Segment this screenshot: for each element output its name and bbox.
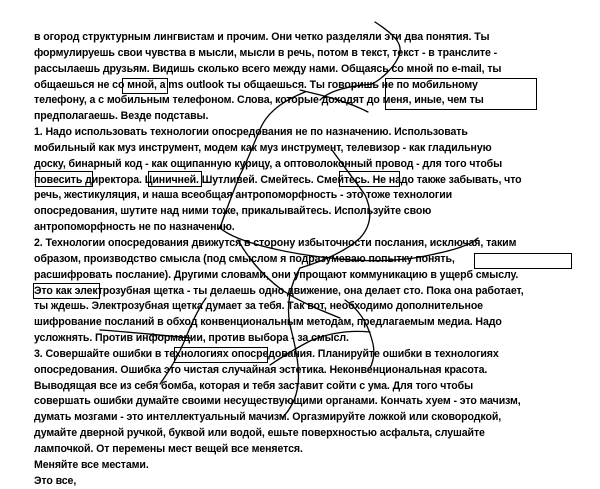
highlight-box [385,78,537,110]
text-line: 1. Надо использовать технологии опосредования не по назначению. Использовать [34,126,468,139]
text-line: предполагаешь. Везде подставы. [34,110,209,123]
text-line: формулируешь свои чувства в мысли, мысли в речь, потом в текст, текст - в транслите - [34,46,498,59]
text-line: Выводящая все из себя бомба, которая и тебя заставит сойти с ума. Для того чтобы [34,379,474,392]
text-line: телефону, а с мобильным телефоном. Слова, которые доходят до меня, иные, чем ты [34,94,484,107]
highlight-box [33,283,100,299]
highlight-box [122,78,168,94]
text-line: думайте дверной ручкой, буквой или водой, ешьте поверхностью асфальта, слушайте [34,427,485,440]
text-line: общаешься не со мной, а ms outlook ты общаешься. Ты говоришь не по мобильному [34,78,478,91]
text-line: образом, производство смысла (под смыслом я подразумеваю попытку понять, [34,252,455,265]
highlight-box [174,347,268,363]
text-line: опосредования. Ошибка это чистая случайная эстетика. Неконвенциональная красота. [34,363,488,376]
text-line: лампочкой. От перемены мест вещей все меняется. [34,442,303,455]
text-line: ты ждешь. Электрозубная щетка думает за тебя. Так вот, необходимо дополнительное [34,300,483,313]
text-line: шифрование посланий в обход конвенциональным методам, предлагаемым медиа. Надо [34,316,502,329]
text-line: мобильный как муз инструмент, модем как муз инструмент, телевизор - как гладильную [34,141,492,154]
text-line: антропоморфность не по назначению. [34,221,235,234]
text-line: Это как электрозубная щетка - ты делаешь одно движение, она делает сто. Пока она работает, [34,284,524,297]
text-line: думать мозгами - это интеллектуальный мачизм. Оргазмируйте ложкой или сковородкой, [34,411,502,424]
highlight-box [339,171,400,187]
highlight-box [35,171,93,187]
text-line: усложнять. Против информации, против выбора - за смысл. [34,332,349,345]
text-line: рассылаешь друзьям. Видишь сколько всего между нами. Общаясь со мной по e-mail, ты [34,62,502,75]
text-line: опосредования, шутите над ними тоже, прикалывайтесь. Используйте свою [34,205,432,218]
text-line: доску, бинарный код - как ощипанную курицу, а оптоволоконный провод - для того чтобы [34,157,503,170]
text-line: речь, жестикуляция, и наша всеобщая антропоморфность - это тоже технологии [34,189,453,202]
text-line: Меняйте все местами. [34,458,149,471]
text-line: расшифровать послание). Другими словами, они упрощают коммуникацию в ущерб смыслу. [34,268,519,281]
text-line: в огород структурным лингвистам и прочим. Они четко разделяли эти два понятия. Ты [34,31,490,43]
text-line: совершать ошибки думайте своими несуществующими органами. Кончать хуем - это мачизм, [34,395,521,408]
text-line: Это все, [34,474,77,487]
text-line: повесить директора. Циничней. Шутливей. Смейтесь. Смейтесь. Не надо также забывать, что [34,173,522,186]
highlight-box [148,171,202,187]
highlight-box [474,253,572,269]
text-line: 2. Технологии опосредования движутся в сторону избыточности послания, исключая, таким [34,236,517,249]
text-line: 3. Совершайте ошибки в технологиях опосредования. Планируйте ошибки в технологиях [34,347,499,360]
